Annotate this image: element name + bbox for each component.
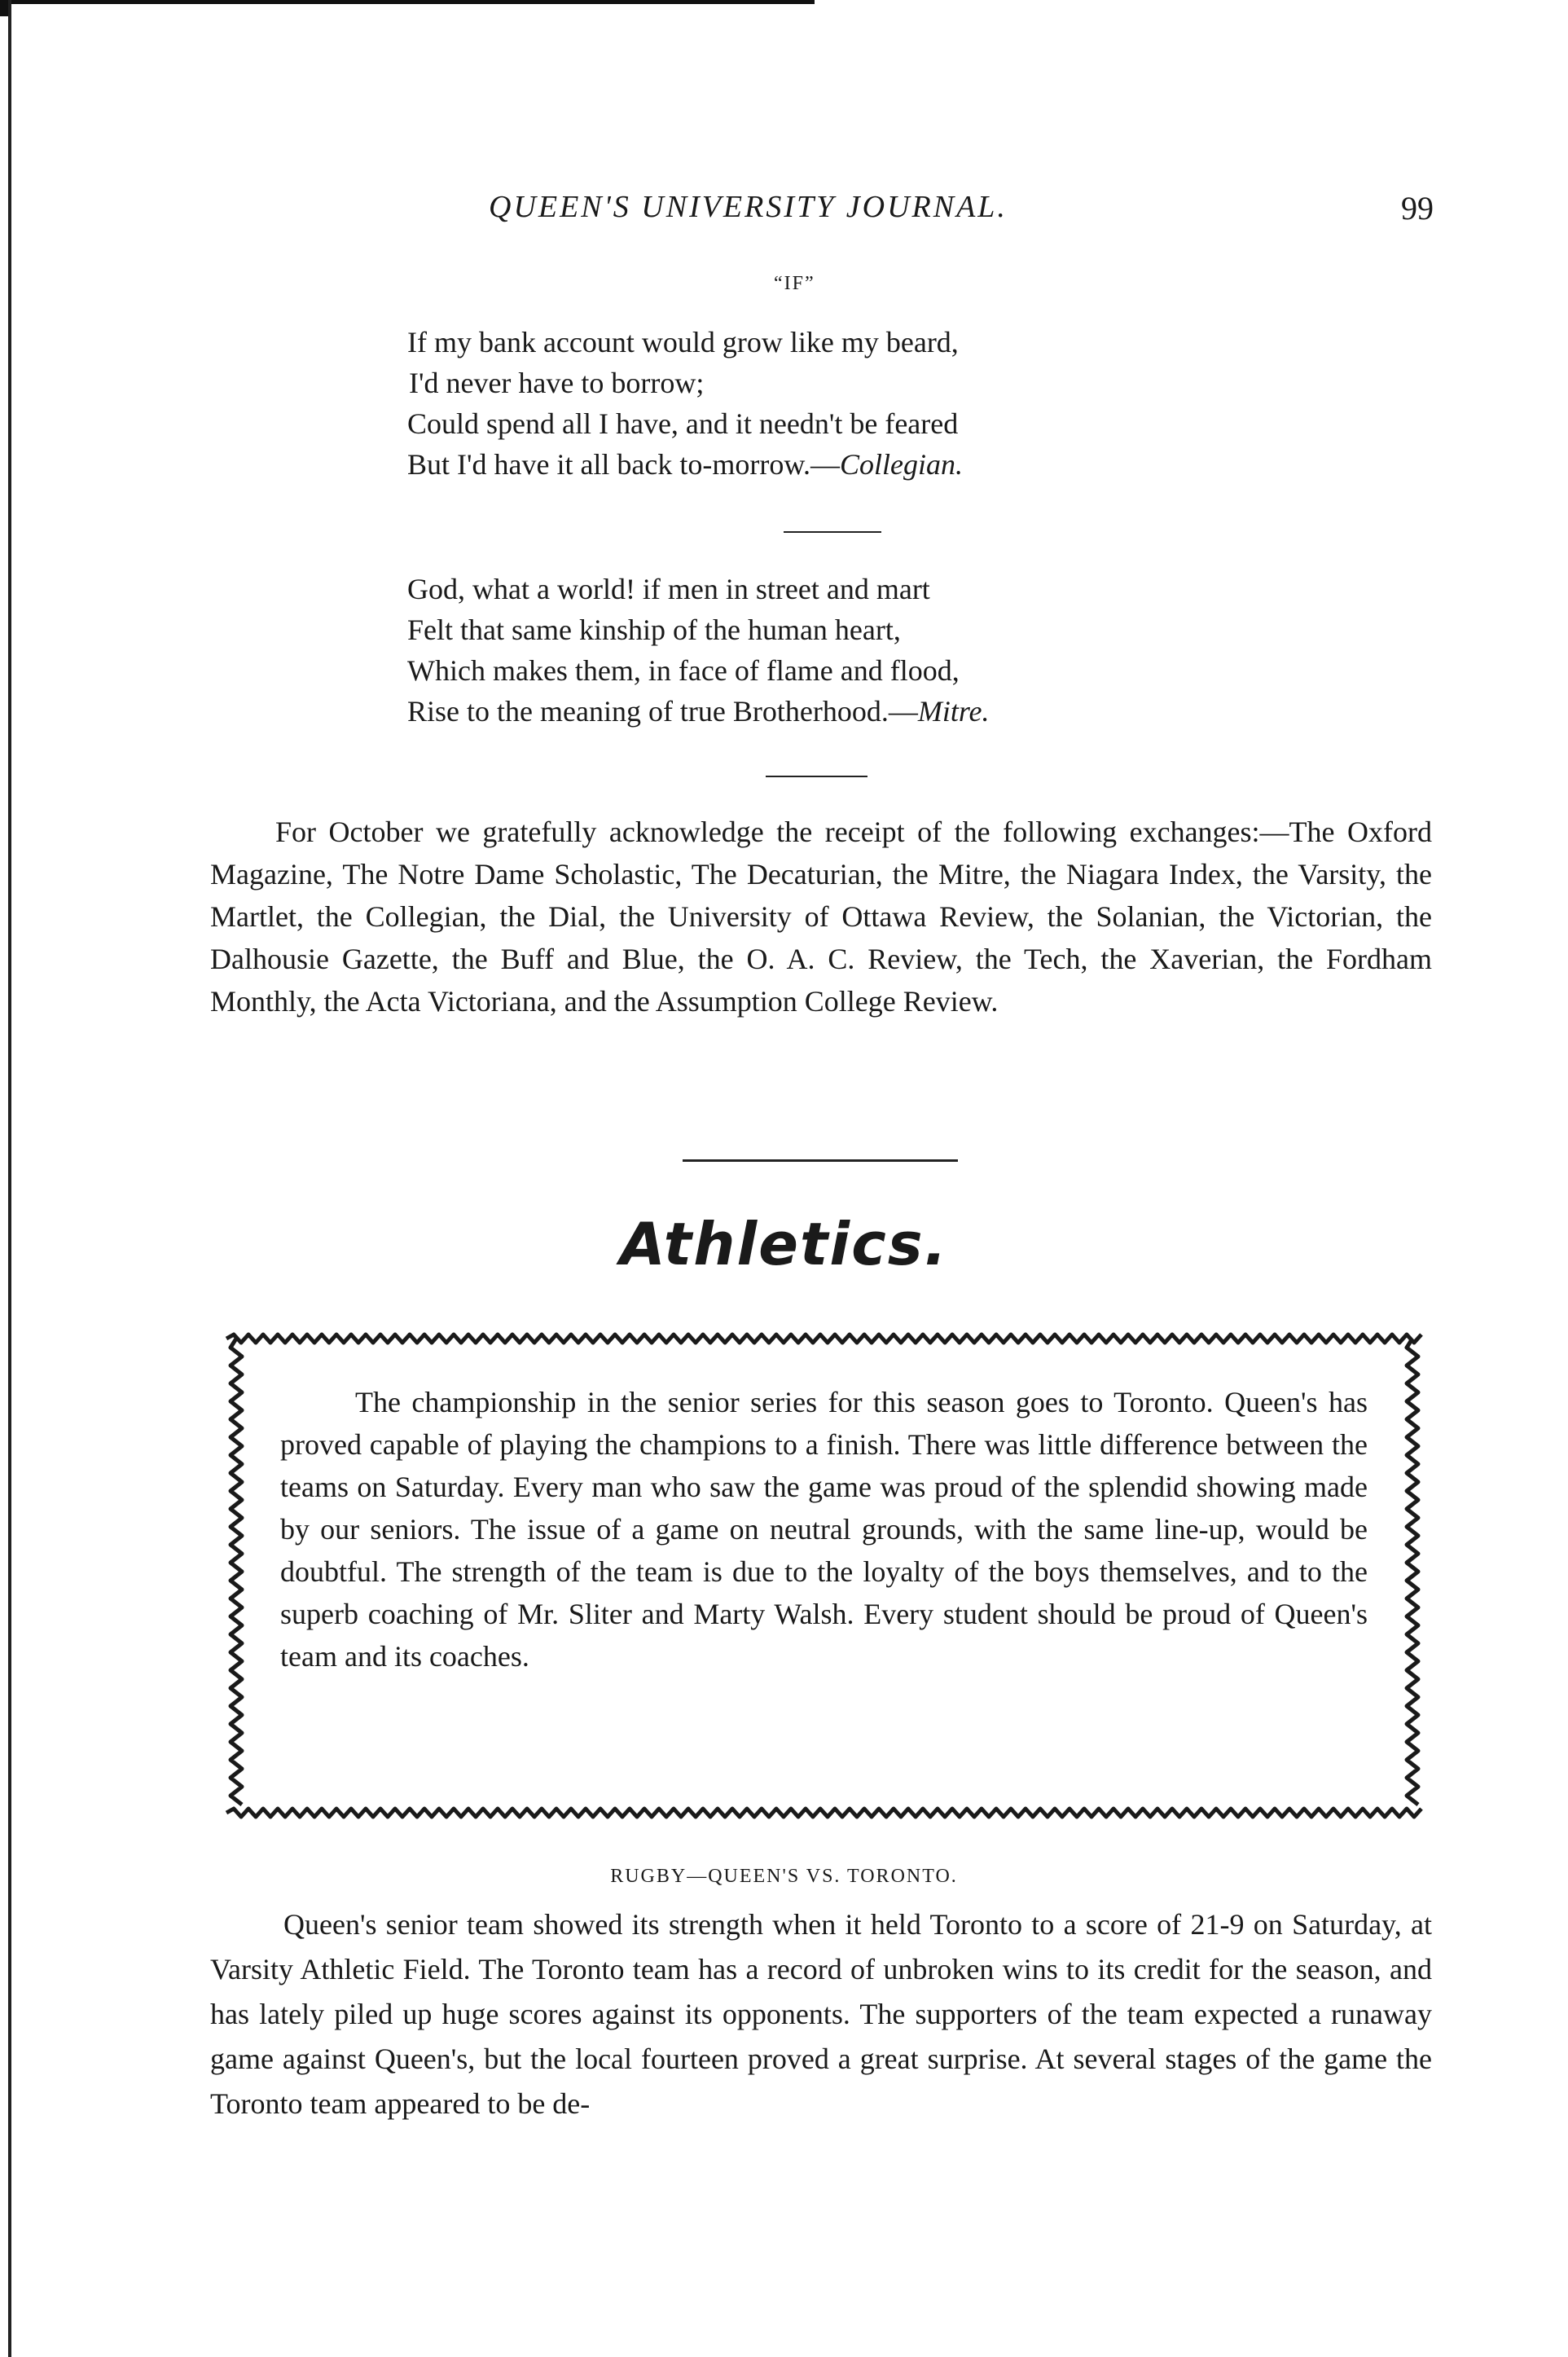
championship-notice: The championship in the senior series for this season goes to Toronto. Queen's has proved capable of playing the champions to a finish. There was little difference between the teams on Saturday. Every man who saw the game was proud of the splendid showing made by our seniors. The issue of a game on neutral grounds, with the same line-up, would be doubtful. The strength of the team is due to the loyalty of the boys themselves, and to the superb coaching of Mr. Sliter and Marty Walsh. Every student should be proud of Queen's team and its coaches. bbox=[280, 1386, 1368, 1673]
rugby-report: Queen's senior team showed its strength when it held Toronto to a score of 21-9 on Saturday, at Varsity Athletic Field. The Toronto team has a record of unbroken wins to its credit for the season, and has lately piled up huge scores against its opponents. The supporters of the team expected a runaway game against Queen's, but the local fourteen proved a great surprise. At several stages of the game the Toronto team appeared to be de- bbox=[210, 1908, 1432, 2120]
section-divider bbox=[784, 531, 881, 533]
page-header bbox=[212, 189, 1434, 246]
notice-box bbox=[222, 1324, 1427, 1829]
poem-line bbox=[407, 444, 963, 485]
poem-line: God, what a world! if men in street and mart bbox=[407, 573, 930, 605]
section-divider bbox=[683, 1159, 958, 1162]
journal-title: QUEEN'S UNIVERSITY JOURNAL. bbox=[489, 190, 1008, 224]
poem-line: Which makes them, in face of flame and flood, bbox=[407, 654, 960, 687]
poem-line: If my bank account would grow like my beard, bbox=[407, 326, 959, 358]
poem-attribution: Collegian. bbox=[840, 448, 964, 481]
athletics-heading: Athletics. bbox=[620, 1210, 948, 1278]
poem-line: Felt that same kinship of the human heart, bbox=[407, 613, 901, 646]
wavy-border-top bbox=[226, 1335, 1421, 1343]
wavy-border-right bbox=[1407, 1339, 1418, 1805]
poem-if bbox=[407, 322, 963, 485]
poem-line: Could spend all I have, and it needn't be feared bbox=[407, 407, 959, 440]
scan-edge-top bbox=[0, 0, 815, 4]
scan-edge-left bbox=[8, 0, 11, 2357]
rugby-subheading bbox=[0, 1866, 1568, 1888]
section-divider bbox=[766, 776, 867, 777]
page-number: 99 bbox=[1401, 190, 1434, 226]
poem-line-text: Rise to the meaning of true Brotherhood.— bbox=[407, 695, 918, 728]
wavy-border-bottom bbox=[226, 1809, 1421, 1817]
poem-if-title: “IF” bbox=[774, 273, 815, 294]
rugby-subheading-text: RUGBY—QUEEN'S VS. TORONTO. bbox=[610, 1866, 958, 1887]
poem-attribution: Mitre. bbox=[917, 695, 990, 728]
exchanges-paragraph: For October we gratefully acknowledge the receipt of the following exchanges:—The Oxford Magazine, The Notre Dame Scholastic, The Decaturian, the Mitre, the Niagara Index, the Varsity, the Martlet, the Collegian, the Dial, the University of Ottawa Review, the Solanian, the Victorian, the Dalhousie Gazette, the Buff and Blue, the O. A. C. Review, the Tech, the Xaverian, the Fordham Monthly, the Acta Victoriana, and the Assumption College Review. bbox=[210, 816, 1432, 1018]
wavy-border-left bbox=[231, 1339, 242, 1805]
poem-line bbox=[407, 691, 990, 732]
poem-line: I'd never have to borrow; bbox=[409, 367, 705, 399]
poem-line-text: But I'd have it all back to-morrow.— bbox=[407, 448, 841, 481]
poem-world bbox=[407, 569, 990, 732]
